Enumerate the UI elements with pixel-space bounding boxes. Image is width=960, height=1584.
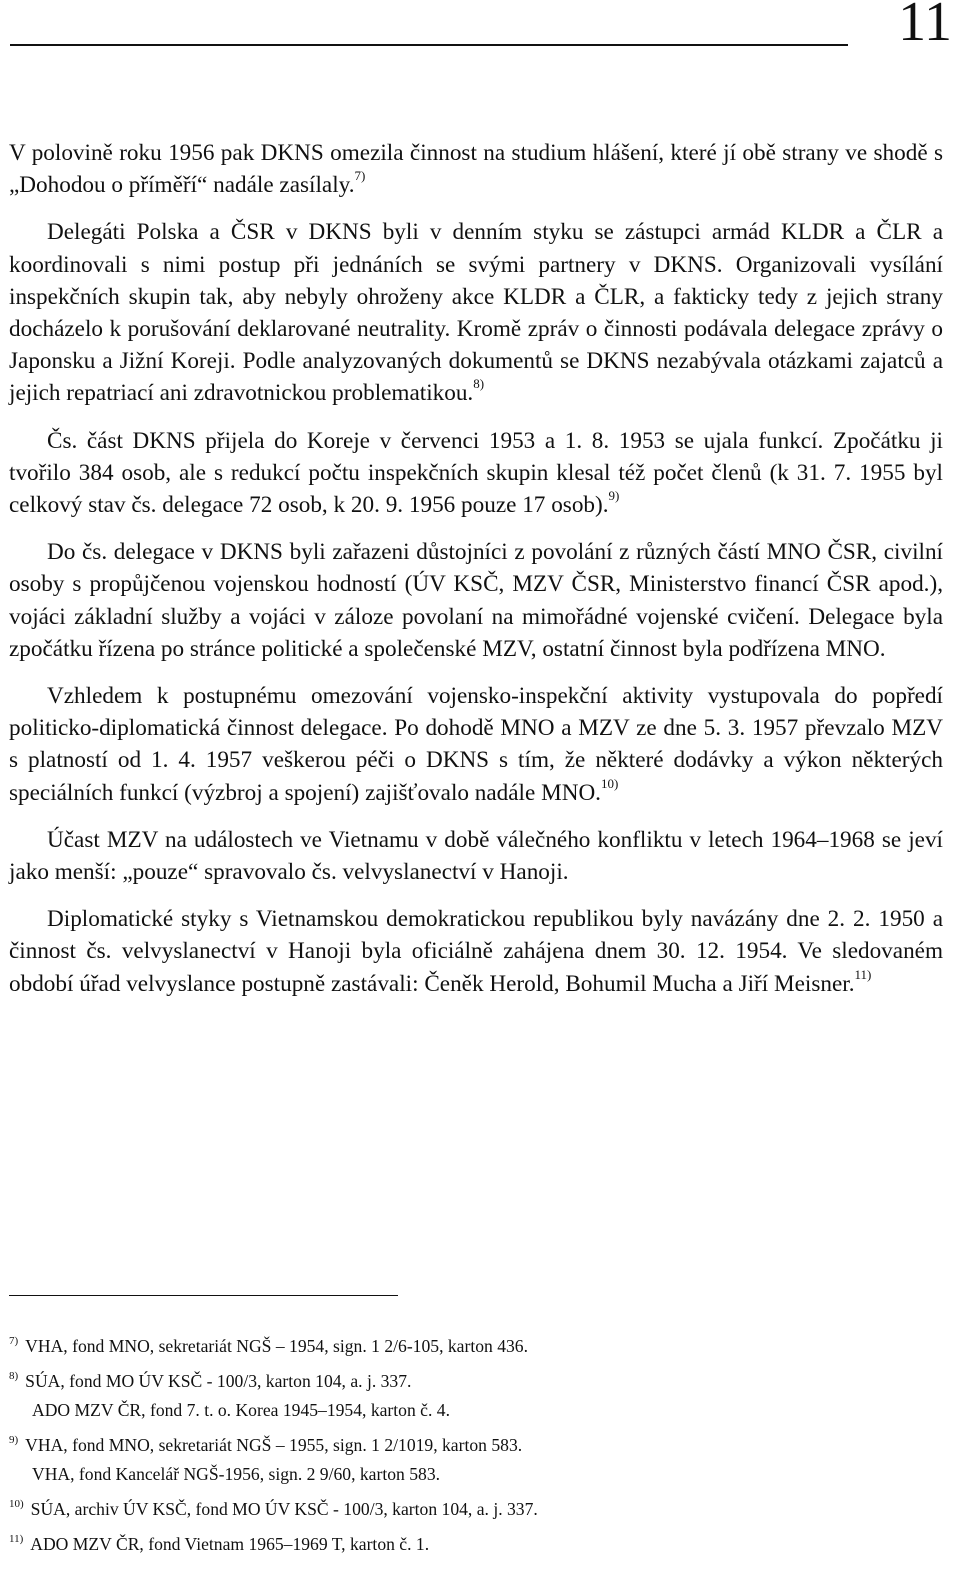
paragraph-text: Účast MZV na událostech ve Vietnamu v době válečného konfliktu v letech 1964–1968 se jeví jako menší: „pouze“ spravovalo čs. velvyslanectví v Hanoji.: [9, 826, 943, 886]
footnote-mark: 7): [9, 1335, 19, 1347]
paragraph-2: [9, 216, 943, 409]
footnote-9-continued: [9, 1460, 943, 1490]
footnote-separator: [9, 1295, 398, 1296]
paragraph-7: [9, 903, 943, 1000]
paragraph-3: [9, 425, 943, 522]
footnote-mark: 9): [9, 1433, 19, 1446]
paragraph-text: Vzhledem k postupnému omezování vojensko-inspekční aktivity vystupovala do popředí politicko-diplomatická činnost delegace. Po dohodě MNO a MZV ze dne 5. 3. 1957 převzalo MZV s platností od 1. 4. 1957 veškerou péči o DKNS s tím, že některé dodávky a výkon některých speciálních funkcí (výzbroj a spojení) zajišťovalo nadále MNO.: [9, 683, 943, 806]
footnote-text: SÚA, fond MO ÚV KSČ - 100/3, karton 104, a. j. 337.: [25, 1370, 412, 1391]
footnote-text: VHA, fond MNO, sekretariát NGŠ – 1955, sign. 1 2/1019, karton 583.: [25, 1434, 523, 1455]
header-rule: [10, 44, 848, 46]
paragraph-1: [9, 137, 943, 201]
footnote-mark: 8): [9, 1369, 19, 1382]
footnote-text: ADO MZV ČR, fond 7. t. o. Korea 1945–1954, karton č. 4.: [32, 1400, 450, 1421]
footnote-text: VHA, fond MNO, sekretariát NGŠ – 1954, sign. 1 2/6-105, karton 436.: [25, 1336, 529, 1356]
footnote-9: [9, 1426, 943, 1461]
paragraph-5: [9, 680, 943, 809]
footnote-reference: 8): [473, 376, 485, 392]
footnote-text: VHA, fond Kancelář NGŠ-1956, sign. 2 9/60, karton 583.: [32, 1464, 441, 1485]
footnote-reference: 9): [608, 488, 620, 504]
paragraph-text: V polovině roku 1956 pak DKNS omezila činnost na studium hlášení, které jí obě strany ve shodě s „Dohodou o příměří“ nadále zasílaly.: [9, 140, 943, 199]
footnote-mark: 11): [9, 1532, 24, 1545]
footnote-reference: 10): [600, 775, 619, 791]
footnote-10: [9, 1490, 943, 1525]
footnote-text: SÚA, archiv ÚV KSČ, fond MO ÚV KSČ - 100/3, karton 104, a. j. 337.: [30, 1498, 538, 1519]
paragraph-4: [9, 536, 943, 665]
paragraph-text: Delegáti Polska a ČSR v DKNS byli v denním styku se zástupci armád KLDR a ČLR a koordinovali s nimi postup při jednáních se svými partnery v DKNS. Organizovali vysílání inspekčních skupin tak, aby nebyly ohroženy akce KLDR a ČLR, a fakticky tedy z jejich strany docházelo k porušování deklarované neutrality. Kromě zpráv o činnosti podávala delegace zprávy o Japonsku a Jižní Koreji. Podle analyzovaných dokumentů se DKNS nezabývala otázkami zajatců a jejich repatriací ani zdravotnickou problematikou.: [9, 219, 943, 407]
footnote-reference: 11): [854, 966, 872, 982]
footnote-reference: 7): [354, 168, 366, 184]
paragraph-6: [9, 824, 943, 888]
footnotes: [9, 1327, 943, 1559]
footnote-8: [9, 1362, 943, 1397]
footnote-8-continued: [9, 1396, 943, 1426]
paragraph-text: Do čs. delegace v DKNS byli zařazeni důstojníci z povolání z různých částí MNO ČSR, civilní osoby s propůjčenou vojenskou hodností (ÚV KSČ, MZV ČSR, Ministerstvo financí ČSR apod.), vojáci základní služby a vojáci v záloze povolaní na mimořádné vojenské cvičení. Delegace byla zpočátku řízena po stránce politické a společenské MZV, ostatní činnost byla podřízena MNO.: [9, 539, 943, 662]
footnote-mark: 10): [9, 1497, 24, 1510]
page-number: 11: [898, 0, 952, 53]
footnote-text: ADO MZV ČR, fond Vietnam 1965–1969 T, karton č. 1.: [30, 1533, 430, 1554]
body-text: [9, 137, 943, 1000]
paragraph-text: Čs. část DKNS přijela do Koreje v červenci 1953 a 1. 8. 1953 se ujala funkcí. Zpočátku ji tvořilo 384 osob, ale s redukcí počtu inspekčních skupin klesal též počet členů (k 31. 7. 1955 byl celkový stav čs. delegace 72 osob, k 20. 9. 1956 pouze 17 osob).: [9, 427, 943, 519]
footnote-11: [9, 1525, 943, 1560]
footnote-7: [9, 1327, 943, 1362]
paragraph-text: Diplomatické styky s Vietnamskou demokratickou republikou byly navázány dne 2. 2. 1950 a činnost čs. velvyslanectví v Hanoji byla oficiálně zahájena dnem 30. 12. 1954. Ve sledovaném období úřad velvyslance postupně zastávali: Čeněk Herold, Bohumil Mucha a Jiří Meisner.: [9, 906, 943, 997]
